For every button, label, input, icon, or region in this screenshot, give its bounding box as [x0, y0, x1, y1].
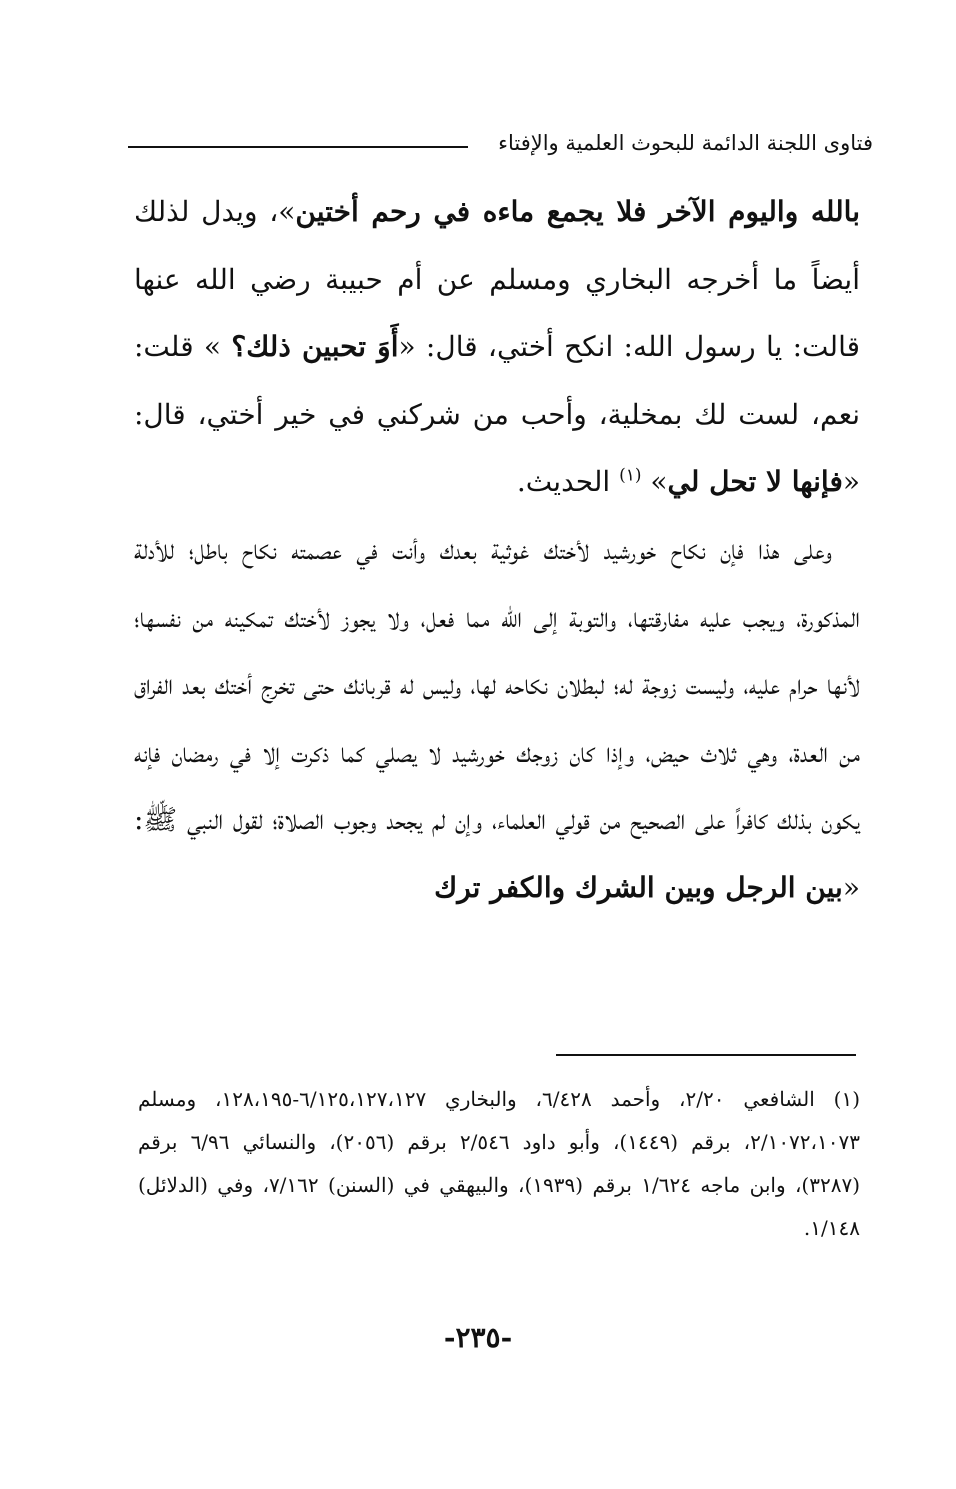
footnote-reference: (١) — [619, 466, 642, 487]
paragraph-text: » قلت: نعم، لست لك بمخلية، وأحب من شركني في خير أختي، قال: « — [134, 330, 860, 499]
page-number: -٢٣٥- — [443, 1321, 513, 1354]
main-text — [134, 178, 860, 922]
paragraph-1 — [134, 178, 860, 516]
bold-quote: بالله واليوم الآخر فلا يجمع ماءه في رحم أختين — [295, 195, 860, 228]
paragraph-2 — [134, 516, 860, 922]
footnotes — [138, 1078, 860, 1250]
footnote-1: (١) الشافعي ٢/٢٠، وأحمد ٦/٤٢٨، والبخاري ٦/١٢٥،١٢٧،١٢٧-١٢٨،١٩٥، ومسلم ٢/١٠٧٢،١٠٧٣، برقم (١٤٤٩)، وأبو داود ٢/٥٤٦ برقم (٢٠٥٦)، والنسائي ٦/٩٦ برقم (٣٢٨٧)، وابن ماجه ١/٦٢٤ برقم (١٩٣٩)، والبيهقي في (السنن) ٧/١٦٢، وفي (الدلائل) ١/١٤٨. — [138, 1087, 861, 1240]
header-title: فتاوى اللجنة الدائمة للبحوث العلمية والإفتاء — [498, 131, 873, 155]
paragraph-text: »، ويدل لذلك أيضاً ما أخرجه البخاري ومسلم عن أم حبيبة رضي الله عنها قالت: يا رسول الله: انكح أختي، قال: « — [134, 195, 860, 364]
bold-quote: بين الرجل وبين الشرك والكفر ترك — [434, 870, 843, 904]
bold-quote: فإنها لا تحل لي — [667, 465, 843, 499]
paragraph-text: » — [650, 465, 668, 499]
footnote-rule — [556, 1054, 856, 1056]
paragraph-text: الحديث. — [516, 465, 620, 499]
paragraph-text: وعلى هذا فإن نكاح خورشيد لأختك غوثية بعدك وأنت في عصمته نكاح باطل؛ للأدلة المذكورة، ويجب عليه مفارقتها، والتوبة إلى الله مما فعل، ولا يجوز لأختك تمكينه من نفسها؛ لأنها حرام عليه، وليست زوجة له؛ لبطلان نكاحه لها، وليس له قربانك حتى تخرج أختك بعد الفراق من العدة، وهي ثلاث حيض، وإذا كان زوجك خورشيد لا يصلي كما ذكرت إلا في رمضان فإنه يكون بذلك كافراً على الصحيح من قولي العلماء، وإن لم يجحد وجوب الصلاة؛ لقول النبي ﷺ: « — [134, 532, 860, 904]
header-rule — [128, 146, 468, 148]
bold-quote: أَوَ تحبين ذلك؟ — [231, 330, 399, 364]
running-header — [128, 128, 873, 162]
